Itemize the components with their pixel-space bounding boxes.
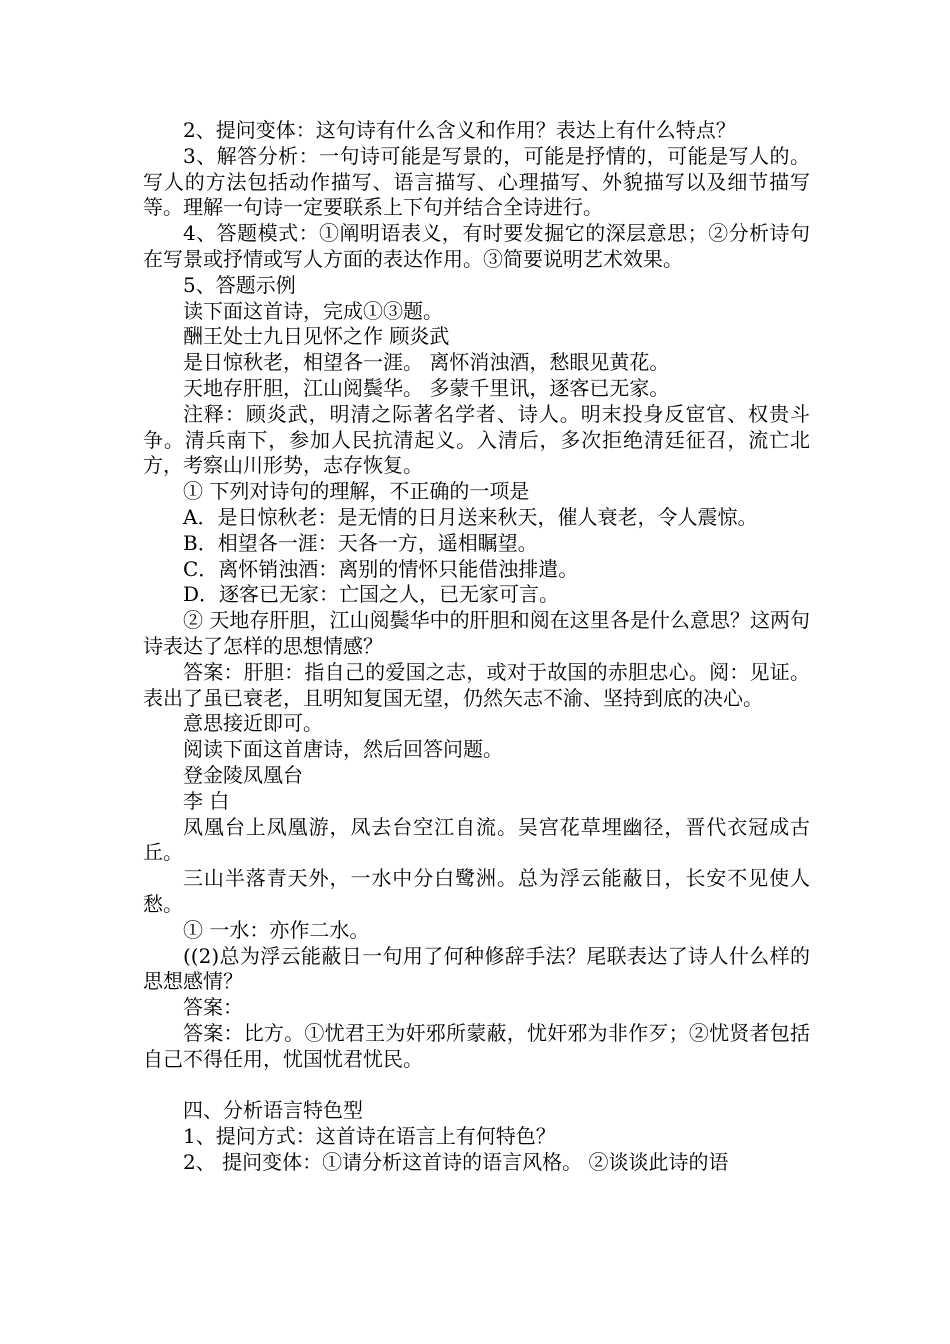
text-paragraph: 5、答题示例 (183, 272, 296, 297)
question: ((2)总为浮云能蔽日一句用了何种修辞手法？尾联表达了诗人什么样的思想感情？ (143, 943, 810, 994)
poem-line: 凤凰台上凤凰游，凤去台空江自流。吴宫花草埋幽径，晋代衣冠成古丘。 (143, 814, 810, 865)
text-paragraph: 意思接近即可。 (183, 711, 323, 736)
question: ② 天地存肝胆，江山阅鬓华中的肝胆和阅在这里各是什么意思？这两句诗表达了怎样的思想情感？ (143, 608, 810, 658)
annotation-paragraph: ① 一水：亦作二水。 (183, 917, 370, 942)
option-c: C．离怀销浊酒：离别的情怀只能借浊排遣。 (183, 556, 579, 581)
answer-label: 答案： (183, 995, 243, 1020)
annotation-paragraph: 注释：顾炎武，明清之际著名学者、诗人。明末投身反宦官、权贵斗争。清兵南下，参加人民抗清起义。入清后，多次拒绝清廷征召，流亡北方，考察山川形势，志存恢复。 (143, 401, 810, 478)
text-paragraph: 阅读下面这首唐诗，然后回答问题。 (183, 737, 503, 762)
blank-line (143, 1072, 810, 1098)
text-paragraph: 3、解答分析：一句诗可能是写景的，可能是抒情的，可能是写人的。写人的方法包括动作描写、语言描写、心理描写、外貌描写以及细节描写等。理解一句诗一定要联系上下句并结合全诗进行。 (143, 143, 810, 220)
poem-line: 是日惊秋老，相望各一涯。 离怀消浊酒，愁眼见黄花。 (183, 350, 670, 375)
option-a: A．是日惊秋老：是无情的日月送来秋天，催人衰老，令人震惊。 (183, 504, 758, 529)
text-paragraph: 2、 提问变体：①请分析这首诗的语言风格。 ②谈谈此诗的语 (183, 1149, 729, 1174)
question: ① 下列对诗句的理解，不正确的一项是 (183, 479, 530, 504)
text-paragraph: 1、提问方式：这首诗在语言上有何特色？ (183, 1124, 556, 1149)
poem-line: 三山半落青天外，一水中分白鹭洲。总为浮云能蔽日，长安不见使人愁。 (143, 866, 810, 916)
option-b: B．相望各一涯：天各一方，遥相瞩望。 (183, 530, 538, 555)
poem-author: 李 白 (183, 788, 230, 813)
answer-paragraph: 答案：肝胆：指自己的爱国之志，或对于故国的赤胆忠心。阅：见证。表出了虽已衰老，且明知复国无望，仍然矢志不渝、坚持到底的决心。 (143, 659, 810, 710)
poem-title: 登金陵凤凰台 (183, 762, 303, 787)
text-paragraph: 4、答题模式：①阐明语表义，有时要发掘它的深层意思；②分析诗句在写景或抒情或写人方面的表达作用。③简要说明艺术效果。 (143, 221, 810, 271)
section-heading: 四、分析语言特色型 (183, 1098, 363, 1123)
answer-paragraph: 答案：比方。①忧君王为奸邪所蒙蔽，忧奸邪为非作歹；②忧贤者包括自己不得任用，忧国忧君忧民。 (143, 1020, 810, 1071)
text-paragraph: 读下面这首诗，完成①③题。 (183, 298, 443, 323)
poem-line: 天地存肝胆，江山阅鬓华。 多蒙千里讯，逐客已无家。 (183, 375, 670, 400)
poem-title: 酬王处士九日见怀之作 顾炎武 (183, 324, 450, 349)
text-paragraph: 2、提问变体：这句诗有什么含义和作用？表达上有什么特点？ (183, 118, 736, 142)
option-d: D．逐客已无家：亡国之人，已无家可言。 (183, 582, 560, 607)
